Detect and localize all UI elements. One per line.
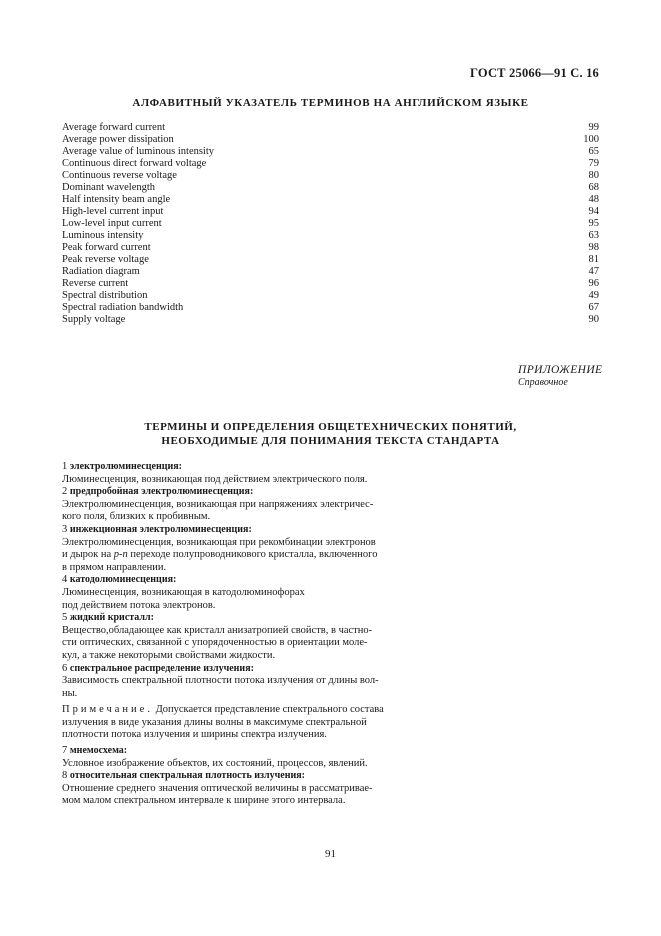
index-number: 96 <box>588 278 599 289</box>
term-6-def-line2: ны. <box>62 687 78 699</box>
index-number: 100 <box>583 134 599 145</box>
index-row <box>62 290 599 302</box>
term-5-heading: 5 жидкий кристалл: <box>62 612 154 624</box>
index-row <box>62 170 599 182</box>
document-reference: ГОСТ 25066—91 С. 16 <box>470 66 599 80</box>
term-4-def-line2: под действием потока электронов. <box>62 599 216 611</box>
term-3-def-line2: и дырок на p-n переходе полупроводникового кристалла, включенного <box>62 549 378 561</box>
index-term: Spectral distribution <box>62 290 148 301</box>
term-8-heading: 8 относительная спектральная плотность излучения: <box>62 770 305 782</box>
index-term: Average power dissipation <box>62 134 174 145</box>
index-row <box>62 266 599 278</box>
index-term: Low-level input current <box>62 218 162 229</box>
term-2-def-line2: кого поля, близких к пробивным. <box>62 511 211 523</box>
index-row <box>62 158 599 170</box>
index-term: Spectral radiation bandwidth <box>62 302 184 313</box>
term-6-def-line1: Зависимость спектральной плотности потока излучения от длины вол- <box>62 675 379 687</box>
term-8-def-line1: Отношение среднего значения оптической величины в рассматривае- <box>62 782 373 794</box>
term-1-def: Люминесценция, возникающая под действием электрического поля. <box>62 473 368 485</box>
index-term: Dominant wavelength <box>62 182 156 193</box>
index-term: Continuous reverse voltage <box>62 170 177 181</box>
index-number: 65 <box>588 146 599 157</box>
index-number: 90 <box>588 314 599 325</box>
term-1-heading: 1 электролюминесценция: <box>62 461 182 472</box>
index-term: Peak forward current <box>62 242 151 253</box>
index-row <box>62 230 599 242</box>
index-term: High-level current input <box>62 206 164 217</box>
term-index <box>62 122 599 326</box>
appendix-type: Справочное <box>518 377 568 388</box>
appendix-label: ПРИЛОЖЕНИЕ <box>518 364 603 376</box>
term-5-def-line2: сти оптических, связанной с упорядоченностью в ориентации моле- <box>62 637 368 649</box>
index-row <box>62 194 599 206</box>
index-number: 98 <box>588 242 599 253</box>
terms-title-line2: НЕОБХОДИМЫЕ ДЛЯ ПОНИМАНИЯ ТЕКСТА СТАНДАРТА <box>161 435 500 447</box>
index-number: 48 <box>588 194 599 205</box>
index-row <box>62 122 599 134</box>
terms-title-line1: ТЕРМИНЫ И ОПРЕДЕЛЕНИЯ ОБЩЕТЕХНИЧЕСКИХ ПОНЯТИЙ, <box>144 421 517 433</box>
index-number: 94 <box>588 206 599 217</box>
index-term: Peak reverse voltage <box>62 254 149 265</box>
index-term: Average forward current <box>62 122 165 133</box>
note-line1: Примечание. Допускается представление спектрального состава <box>62 704 384 716</box>
index-row <box>62 314 599 326</box>
index-term: Continuous direct forward voltage <box>62 158 207 169</box>
index-number: 95 <box>588 218 599 229</box>
index-number: 80 <box>588 170 599 181</box>
term-3-def-line3: в прямом направлении. <box>62 561 167 573</box>
index-term: Average value of luminous intensity <box>62 146 215 157</box>
term-8-def-line2: мом малом спектральном интервале к ширине этого интервала. <box>62 795 346 807</box>
term-7-heading: 7 мнемосхема: <box>62 745 128 757</box>
index-row <box>62 242 599 254</box>
index-term: Supply voltage <box>62 314 126 325</box>
term-4-def-line1: Люминесценция, возникающая в катодолюминофорах <box>62 586 305 598</box>
index-row <box>62 206 599 218</box>
index-row <box>62 218 599 230</box>
index-row <box>62 278 599 290</box>
terms-section <box>62 461 408 808</box>
index-row <box>62 134 599 146</box>
term-6-heading: 6 спектральное распределение излучения: <box>62 662 254 674</box>
index-term: Radiation diagram <box>62 266 140 277</box>
term-2-def-line1: Электролюминесценция, возникающая при напряжениях электричес- <box>62 498 374 510</box>
term-3-def-line1: Электролюминесценция, возникающая при рекомбинации электронов <box>62 536 376 548</box>
index-number: 79 <box>588 158 599 169</box>
index-number: 99 <box>588 122 599 133</box>
index-row <box>62 146 599 158</box>
index-row <box>62 182 599 194</box>
term-4-heading: 4 катодолюминесценция: <box>62 574 177 586</box>
note-line2: излучения в виде указания длины волны в максимуме спектральной <box>62 716 367 728</box>
index-term: Reverse current <box>62 278 129 289</box>
term-2-heading: 2 предпробойная электролюминесценция: <box>62 486 254 498</box>
index-number: 47 <box>588 266 599 277</box>
note-line3: плотности потока излучения и ширины спектра излучения. <box>62 729 327 741</box>
term-7-def: Условное изображение объектов, их состояний, процессов, явлений. <box>62 757 368 769</box>
index-number: 68 <box>588 182 599 193</box>
index-number: 63 <box>588 230 599 241</box>
index-number: 67 <box>588 302 599 313</box>
term-5-def-line3: кул, а также некоторыми свойствами жидкости. <box>62 649 276 661</box>
index-row <box>62 302 599 314</box>
term-5-def-line1: Вещество,обладающее как кристалл анизатропией свойств, в частно- <box>62 624 373 636</box>
note-label: Примечание. <box>62 704 153 716</box>
index-term: Luminous intensity <box>62 230 144 241</box>
index-term: Half intensity beam angle <box>62 194 171 205</box>
index-row <box>62 254 599 266</box>
terms-title <box>0 420 661 448</box>
term-3-heading: 3 инжекционная электролюминесценция: <box>62 523 252 535</box>
index-number: 49 <box>588 290 599 301</box>
index-number: 81 <box>588 254 599 265</box>
page-number: 91 <box>325 848 336 860</box>
index-title: АЛФАВИТНЫЙ УКАЗАТЕЛЬ ТЕРМИНОВ НА АНГЛИЙСКОМ ЯЗЫКЕ <box>132 97 529 109</box>
